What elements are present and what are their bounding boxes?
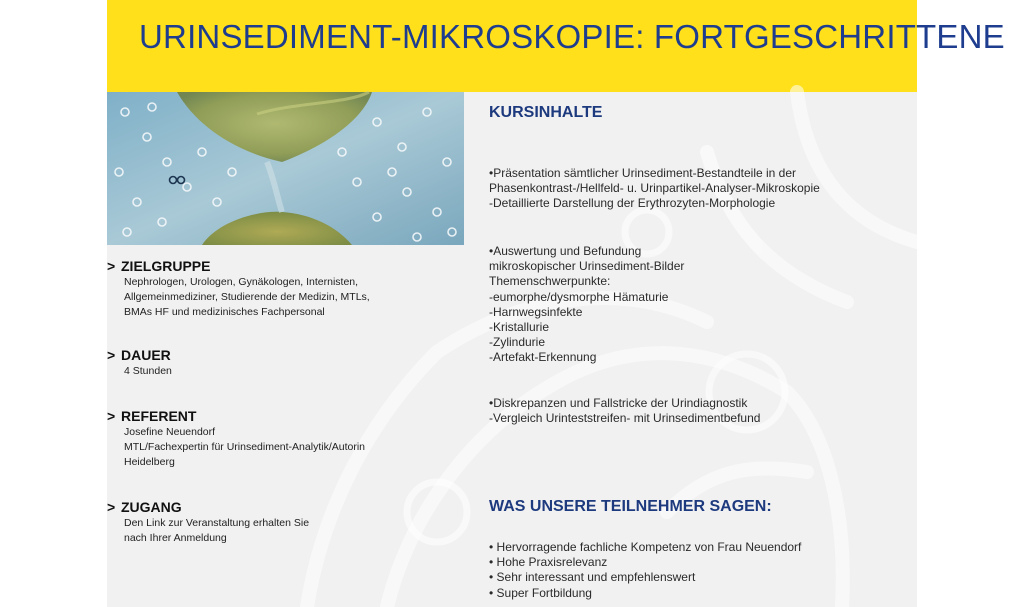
text-line: mikroskopischer Urinsediment-Bilder (489, 259, 685, 274)
microscopy-image (107, 92, 464, 245)
zielgruppe-heading: ZIELGRUPPE (121, 258, 211, 274)
section-zielgruppe (107, 258, 464, 320)
zugang-heading: ZUGANG (121, 499, 182, 515)
text-line: -Harnwegsinfekte (489, 304, 583, 319)
list-item: • Sehr interessant und empfehlenswert (489, 570, 696, 585)
text-line: -Artefakt-Erkennung (489, 350, 597, 365)
text-line: -Zylindurie (489, 335, 546, 350)
text-line: 4 Stunden (124, 365, 172, 377)
section-heading (107, 347, 464, 364)
section-heading (107, 408, 464, 425)
text-line: -Kristallurie (489, 319, 550, 334)
text-line: -Vergleich Urinteststreifen- mit Urinsedimentbefund (489, 411, 761, 426)
section-body (124, 364, 464, 379)
text-line: •Auswertung und Befundung (489, 244, 642, 258)
text-line: nach Ihrer Anmeldung (124, 532, 227, 544)
text-line: Phasenkontrast-/Hellfeld- u. Urinpartikel-Analyser-Mikroskopie (489, 181, 820, 196)
text-line: BMAs HF und medizinisches Fachpersonal (124, 306, 325, 318)
text-line: Themenschwerpunkte: (489, 274, 611, 289)
text-line: •Diskrepanzen und Fallstricke der Urindiagnostik (489, 396, 748, 410)
text-line: Josefine Neuendorf (124, 426, 216, 438)
text-line: MTL/Fachexpertin für Urinsediment-Analytik/Autorin (124, 441, 366, 453)
title-banner (107, 0, 1005, 92)
text-line: -eumorphe/dysmorphe Hämaturie (489, 289, 669, 304)
list-item: • Hervorragende fachliche Kompetenz von Frau Neuendorf (489, 540, 802, 554)
course-content-block-2 (489, 244, 684, 366)
flyer-page (107, 0, 1005, 607)
list-item: • Super Fortbildung (489, 585, 592, 600)
text-line: •Präsentation sämtlicher Urinsediment-Bestandteile in der (489, 166, 797, 180)
section-body (124, 516, 464, 546)
section-body (124, 275, 464, 320)
course-content-block-3 (489, 396, 760, 426)
text-line: Allgemeinmediziner, Studierende der Medizin, MTLs, (124, 291, 370, 303)
kursinhalte-heading: KURSINHALTE (489, 104, 603, 121)
feedback-list (489, 540, 801, 601)
text-line: Heidelberg (124, 456, 175, 468)
referent-heading: REFERENT (121, 408, 197, 424)
text-line: Den Link zur Veranstaltung erhalten Sie (124, 517, 310, 529)
section-zugang (107, 499, 464, 546)
arrow-icon: > (107, 347, 116, 363)
arrow-icon: > (107, 258, 116, 274)
text-line: Nephrologen, Urologen, Gynäkologen, Internisten, (124, 276, 359, 288)
section-dauer (107, 347, 464, 379)
text-line: -Detaillierte Darstellung der Erythrozyten-Morphologie (489, 196, 776, 211)
section-heading (107, 499, 464, 516)
section-body (124, 425, 464, 470)
arrow-icon: > (107, 408, 116, 424)
page-title: URINSEDIMENT-MIKROSKOPIE: FORTGESCHRITTENE (139, 18, 1005, 55)
course-content-block-1 (489, 166, 820, 212)
arrow-icon: > (107, 499, 116, 515)
list-item: • Hohe Praxisrelevanz (489, 555, 608, 570)
section-heading (107, 258, 464, 275)
section-referent (107, 408, 464, 470)
feedback-heading: WAS UNSERE TEILNEHMER SAGEN: (489, 498, 772, 515)
dauer-heading: DAUER (121, 347, 171, 363)
